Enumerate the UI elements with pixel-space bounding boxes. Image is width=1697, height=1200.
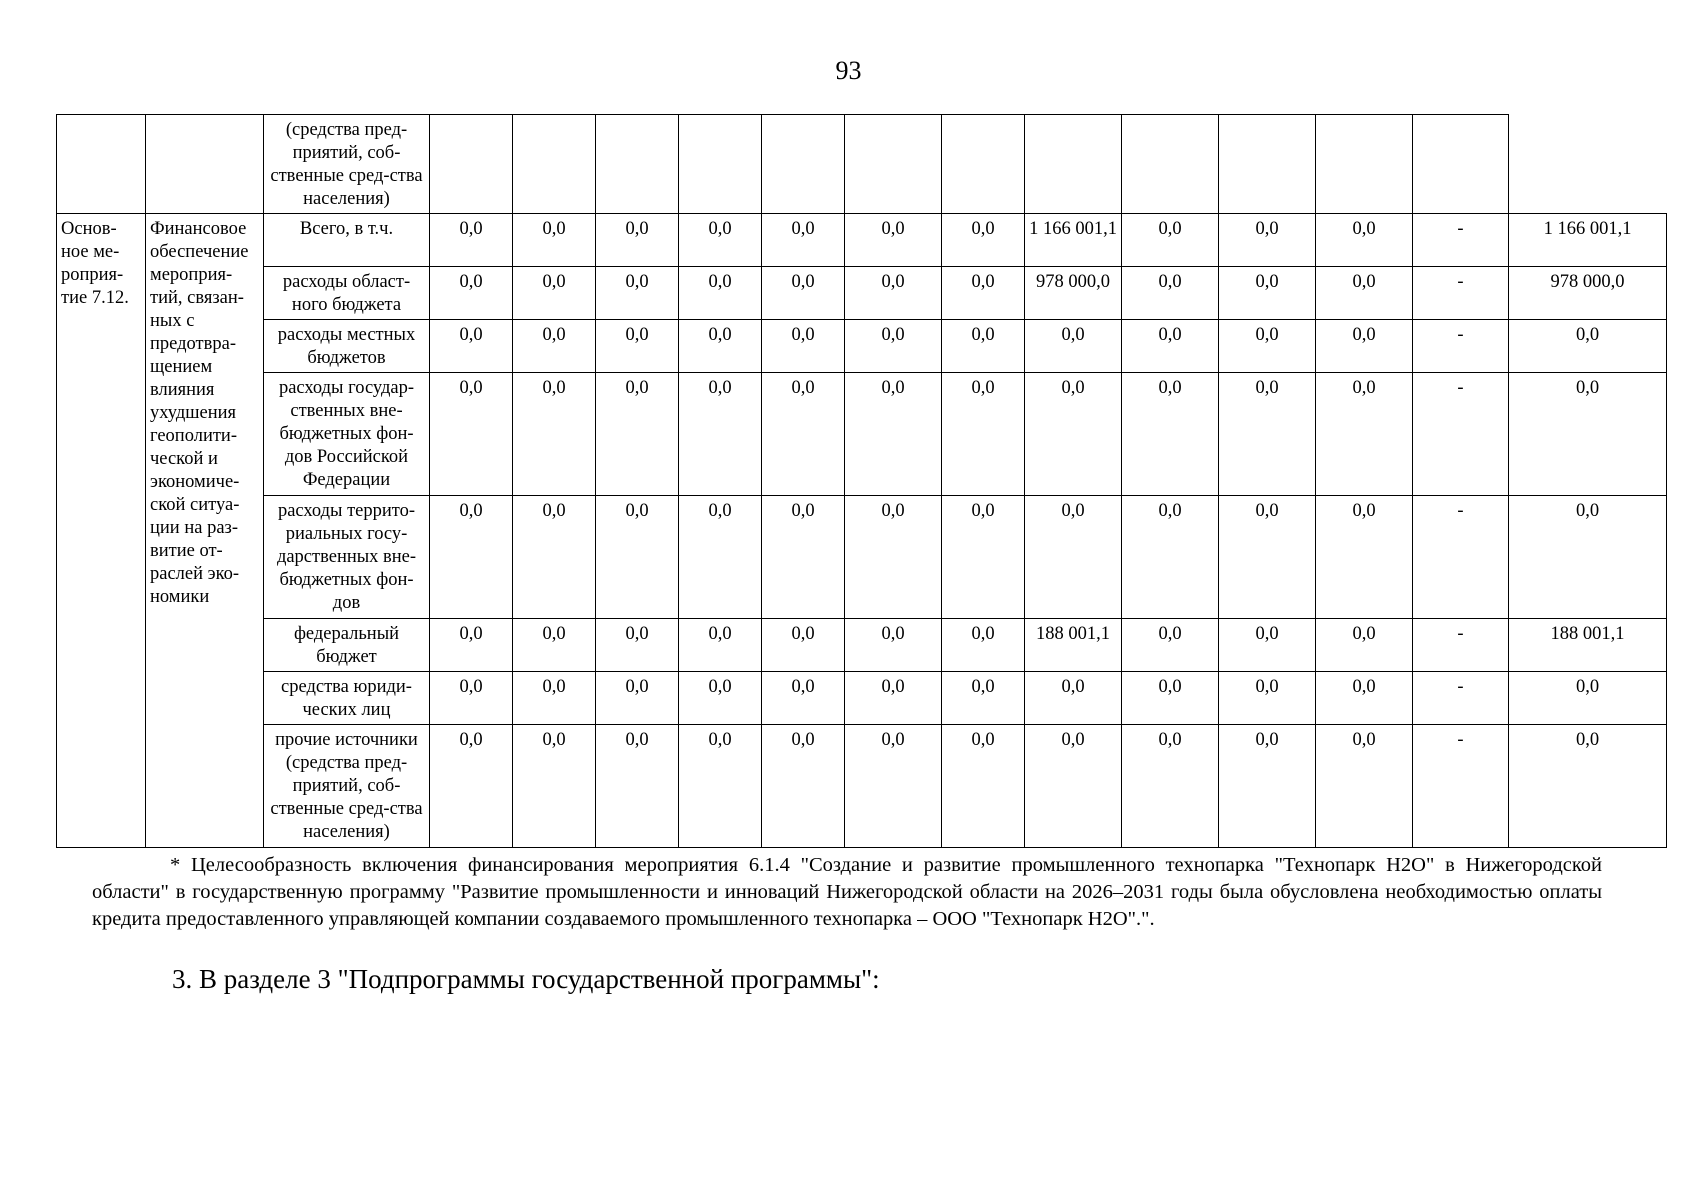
value-cell: - (1413, 496, 1509, 619)
value-cell: 0,0 (1122, 320, 1219, 373)
value-cell: 0,0 (845, 214, 942, 267)
value-cell: 0,0 (679, 320, 762, 373)
continuation-empty-cell (146, 115, 264, 214)
value-cell: 0,0 (1509, 373, 1667, 496)
value-cell: - (1413, 672, 1509, 725)
value-cell: 0,0 (942, 496, 1025, 619)
value-cell: 0,0 (430, 214, 513, 267)
value-cell: 1 166 001,1 (1025, 214, 1122, 267)
value-cell: 0,0 (845, 267, 942, 320)
value-cell: 0,0 (762, 672, 845, 725)
value-cell: 0,0 (1509, 725, 1667, 848)
empty-cell (679, 115, 762, 214)
value-cell: 0,0 (679, 619, 762, 672)
empty-cell (1122, 115, 1219, 214)
value-cell: 0,0 (845, 619, 942, 672)
table-row-continuation (57, 115, 1667, 214)
value-cell: 0,0 (1219, 619, 1316, 672)
value-cell: 0,0 (845, 320, 942, 373)
empty-cell (762, 115, 845, 214)
value-cell: 0,0 (762, 496, 845, 619)
value-cell: 0,0 (1122, 496, 1219, 619)
value-cell: 0,0 (762, 373, 845, 496)
value-cell: 0,0 (1219, 373, 1316, 496)
value-cell: 0,0 (679, 725, 762, 848)
value-cell: 0,0 (762, 320, 845, 373)
table-row (57, 672, 1667, 725)
value-cell: 0,0 (430, 672, 513, 725)
footnote-text: * Целесообразность включения финансирования мероприятия 6.1.4 "Создание и развитие промышленного технопарка "Технопарк Н2О" в Нижегородской области" в государственную программу "Развитие промышленности и инноваций Нижегородской области на 2026–2031 годы была обусловлена необходимостью оплаты кредита предоставленного управляющей компании создаваемого промышленного технопарка – ООО "Технопарк Н2О".". (92, 854, 1602, 930)
value-cell: 0,0 (1122, 672, 1219, 725)
value-cell: 0,0 (513, 672, 596, 725)
value-cell: 0,0 (679, 373, 762, 496)
value-cell: 0,0 (1025, 725, 1122, 848)
value-cell: 188 001,1 (1509, 619, 1667, 672)
value-cell: 0,0 (430, 320, 513, 373)
table-row (57, 619, 1667, 672)
value-cell: 0,0 (762, 619, 845, 672)
funding-source-cell: федеральный бюджет (264, 619, 430, 672)
value-cell: - (1413, 373, 1509, 496)
table-row (57, 320, 1667, 373)
value-cell: 0,0 (942, 267, 1025, 320)
value-cell: 0,0 (762, 725, 845, 848)
value-cell: 0,0 (942, 320, 1025, 373)
value-cell: 0,0 (1025, 373, 1122, 496)
funding-source-cell: (средства пред-приятий, соб-ственные сред-ства населения) (264, 115, 430, 214)
funding-source-cell: Всего, в т.ч. (264, 214, 430, 267)
value-cell: 0,0 (1122, 267, 1219, 320)
value-cell: 0,0 (1316, 725, 1413, 848)
value-cell: 0,0 (596, 496, 679, 619)
value-cell: 188 001,1 (1025, 619, 1122, 672)
value-cell: 0,0 (942, 619, 1025, 672)
value-cell: 0,0 (1316, 373, 1413, 496)
value-cell: 0,0 (596, 373, 679, 496)
empty-cell (1413, 115, 1509, 214)
value-cell: 0,0 (430, 496, 513, 619)
page-number: 93 (835, 56, 862, 85)
value-cell: 0,0 (679, 672, 762, 725)
empty-cell (1219, 115, 1316, 214)
value-cell: 0,0 (430, 267, 513, 320)
value-cell: 0,0 (596, 672, 679, 725)
financing-table (56, 114, 1667, 848)
value-cell: 0,0 (845, 672, 942, 725)
value-cell: 0,0 (1219, 725, 1316, 848)
empty-cell (845, 115, 942, 214)
value-cell: 0,0 (1509, 496, 1667, 619)
activity-number-cell: Основ-ное ме-роприя-тие 7.12. (57, 214, 146, 848)
value-cell: 0,0 (1122, 214, 1219, 267)
empty-cell (513, 115, 596, 214)
funding-source-cell: расходы государ-ственных вне-бюджетных фон-дов Российской Федерации (264, 373, 430, 496)
table-row (57, 214, 1667, 267)
value-cell: 0,0 (845, 373, 942, 496)
value-cell: 0,0 (596, 320, 679, 373)
empty-cell (1025, 115, 1122, 214)
funding-source-cell: средства юриди-ческих лиц (264, 672, 430, 725)
value-cell: - (1413, 725, 1509, 848)
empty-cell (942, 115, 1025, 214)
continuation-empty-cell (57, 115, 146, 214)
value-cell: 0,0 (513, 373, 596, 496)
value-cell: 0,0 (1025, 496, 1122, 619)
value-cell: 0,0 (1025, 672, 1122, 725)
value-cell: 0,0 (1122, 725, 1219, 848)
value-cell: 0,0 (430, 373, 513, 496)
value-cell: - (1413, 320, 1509, 373)
value-cell: 0,0 (845, 496, 942, 619)
value-cell: 0,0 (430, 725, 513, 848)
value-cell: 978 000,0 (1025, 267, 1122, 320)
value-cell: 0,0 (1122, 373, 1219, 496)
value-cell: 0,0 (679, 214, 762, 267)
value-cell: 0,0 (1316, 619, 1413, 672)
value-cell: 0,0 (942, 725, 1025, 848)
section-heading: 3. В разделе 3 "Подпрограммы государственной программы": (172, 964, 880, 994)
funding-source-cell: прочие источники (средства пред-приятий, соб-ственные сред-ства населения) (264, 725, 430, 848)
empty-cell (430, 115, 513, 214)
value-cell: 0,0 (942, 373, 1025, 496)
value-cell: 0,0 (513, 725, 596, 848)
value-cell: 0,0 (513, 496, 596, 619)
value-cell: 0,0 (1219, 320, 1316, 373)
funding-source-cell: расходы област-ного бюджета (264, 267, 430, 320)
value-cell: 0,0 (762, 214, 845, 267)
value-cell: - (1413, 619, 1509, 672)
value-cell: 0,0 (1509, 672, 1667, 725)
value-cell: 0,0 (513, 214, 596, 267)
value-cell: 0,0 (762, 267, 845, 320)
value-cell: 0,0 (1219, 267, 1316, 320)
value-cell: 0,0 (513, 619, 596, 672)
value-cell: 0,0 (513, 267, 596, 320)
value-cell: 0,0 (1025, 320, 1122, 373)
empty-cell (596, 115, 679, 214)
value-cell: 0,0 (1219, 672, 1316, 725)
table-row (57, 496, 1667, 619)
table-row (57, 373, 1667, 496)
value-cell: 0,0 (596, 214, 679, 267)
value-cell: 0,0 (430, 619, 513, 672)
value-cell: 0,0 (942, 214, 1025, 267)
value-cell: 0,0 (1316, 267, 1413, 320)
value-cell: 0,0 (1219, 214, 1316, 267)
value-cell: 0,0 (1316, 214, 1413, 267)
table-row (57, 725, 1667, 848)
value-cell: 0,0 (1316, 672, 1413, 725)
value-cell: 0,0 (679, 267, 762, 320)
empty-cell (1316, 115, 1413, 214)
value-cell: 0,0 (596, 725, 679, 848)
value-cell: 0,0 (942, 672, 1025, 725)
value-cell: 0,0 (596, 619, 679, 672)
funding-source-cell: расходы террито-риальных госу-дарственных вне-бюджетных фон-дов (264, 496, 430, 619)
table-row (57, 267, 1667, 320)
value-cell: 1 166 001,1 (1509, 214, 1667, 267)
value-cell: 0,0 (513, 320, 596, 373)
value-cell: 0,0 (845, 725, 942, 848)
value-cell: 978 000,0 (1509, 267, 1667, 320)
value-cell: 0,0 (1316, 320, 1413, 373)
footnote (92, 852, 1602, 933)
value-cell: 0,0 (596, 267, 679, 320)
activity-name-cell: Финансовое обеспечение мероприя-тий, связан-ных с предотвра-щением влияния ухудшения геополити-ческой и экономиче-ской ситуа-ции на раз-витие от-раслей эко-номики (146, 214, 264, 848)
funding-source-cell: расходы местных бюджетов (264, 320, 430, 373)
value-cell: 0,0 (1509, 320, 1667, 373)
value-cell: 0,0 (1122, 619, 1219, 672)
value-cell: 0,0 (1219, 496, 1316, 619)
value-cell: 0,0 (679, 496, 762, 619)
value-cell: - (1413, 214, 1509, 267)
value-cell: - (1413, 267, 1509, 320)
value-cell: 0,0 (1316, 496, 1413, 619)
